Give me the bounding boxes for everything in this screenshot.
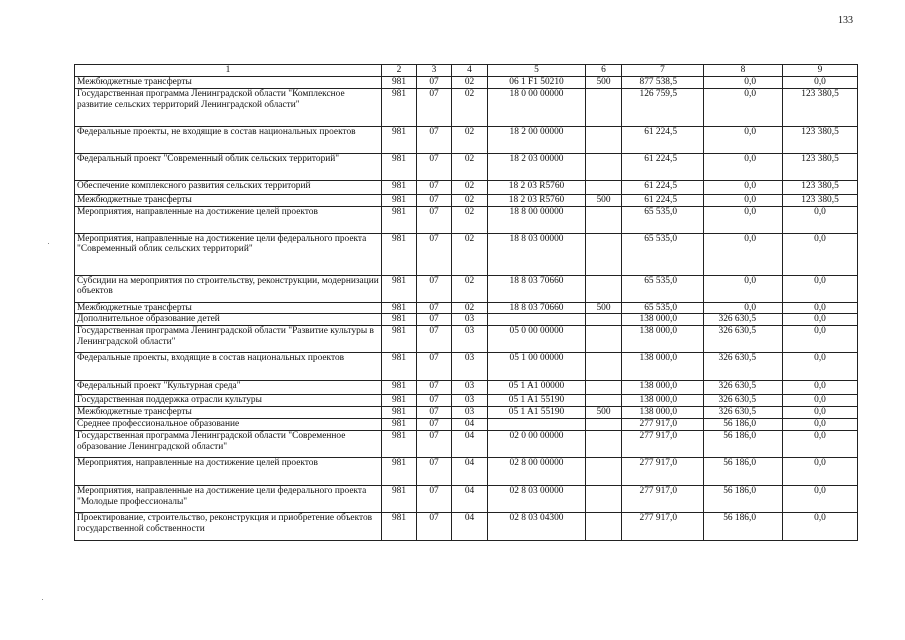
cell-amount: 0,0: [783, 485, 858, 512]
cell-subsection: 04: [452, 512, 488, 540]
row-label: Межбюджетные трансферты: [75, 77, 382, 89]
table-row: [75, 326, 858, 353]
cell-amount: 123 380,5: [783, 153, 858, 180]
cell-subsection: 04: [452, 430, 488, 457]
row-label: Дополнительное образование детей: [75, 314, 382, 326]
cell-amount: 0,0: [704, 302, 783, 314]
cell-target-article: 05 0 00 00000: [488, 326, 586, 353]
cell-amount: 65 535,0: [622, 206, 704, 233]
cell-expense-type: [586, 395, 622, 407]
cell-subsection: 02: [452, 206, 488, 233]
table-row: [75, 233, 858, 275]
cell-target-article: 05 1 A1 55190: [488, 395, 586, 407]
cell-expense-type: [586, 314, 622, 326]
cell-expense-type: [586, 457, 622, 485]
row-label: Межбюджетные трансферты: [75, 302, 382, 314]
row-label: Мероприятия, направленные на достижение цели федерального проекта "Современный облик сельских территорий": [75, 233, 382, 275]
cell-subsection: 04: [452, 457, 488, 485]
cell-amount: 138 000,0: [622, 314, 704, 326]
cell-amount: 138 000,0: [622, 353, 704, 381]
cell-amount: 0,0: [704, 180, 783, 194]
cell-section: 07: [417, 395, 452, 407]
cell-code: 981: [382, 485, 417, 512]
cell-target-article: 18 8 03 70660: [488, 275, 586, 302]
table-header-row: [75, 65, 858, 77]
cell-section: 07: [417, 180, 452, 194]
cell-amount: 0,0: [783, 418, 858, 430]
cell-section: 07: [417, 153, 452, 180]
cell-section: 07: [417, 233, 452, 275]
table-row: [75, 302, 858, 314]
cell-target-article: 02 8 03 04300: [488, 512, 586, 540]
cell-amount: 138 000,0: [622, 407, 704, 419]
cell-amount: 56 186,0: [704, 418, 783, 430]
cell-target-article: [488, 314, 586, 326]
cell-code: 981: [382, 326, 417, 353]
cell-amount: 0,0: [783, 512, 858, 540]
cell-target-article: 18 2 00 00000: [488, 126, 586, 153]
cell-expense-type: [586, 353, 622, 381]
cell-amount: 56 186,0: [704, 485, 783, 512]
row-label: Федеральный проект "Культурная среда": [75, 381, 382, 395]
column-header: 2: [382, 65, 417, 77]
row-label: Мероприятия, направленные на достижение целей проектов: [75, 457, 382, 485]
cell-target-article: 05 1 A1 00000: [488, 381, 586, 395]
cell-amount: 0,0: [783, 326, 858, 353]
cell-expense-type: [586, 153, 622, 180]
cell-amount: 123 380,5: [783, 194, 858, 206]
cell-code: 981: [382, 395, 417, 407]
cell-amount: 0,0: [783, 353, 858, 381]
row-label: Проектирование, строительство, реконструкция и приобретение объектов государственной собственности: [75, 512, 382, 540]
cell-subsection: 03: [452, 353, 488, 381]
cell-section: 07: [417, 206, 452, 233]
cell-section: 07: [417, 126, 452, 153]
cell-subsection: 03: [452, 407, 488, 419]
cell-amount: 326 630,5: [704, 314, 783, 326]
table-row: [75, 381, 858, 395]
cell-subsection: 02: [452, 126, 488, 153]
cell-amount: 277 917,0: [622, 512, 704, 540]
cell-code: 981: [382, 126, 417, 153]
row-label: Мероприятия, направленные на достижение цели федерального проекта "Молодые профессионалы": [75, 485, 382, 512]
cell-expense-type: [586, 485, 622, 512]
row-label: Государственная программа Ленинградской области "Современное образование Ленинградской области": [75, 430, 382, 457]
cell-amount: 0,0: [704, 77, 783, 89]
cell-amount: 0,0: [704, 194, 783, 206]
cell-code: 981: [382, 302, 417, 314]
cell-amount: 277 917,0: [622, 457, 704, 485]
cell-target-article: 05 1 A1 55190: [488, 407, 586, 419]
cell-expense-type: [586, 512, 622, 540]
row-label: Мероприятия, направленные на достижение целей проектов: [75, 206, 382, 233]
cell-subsection: 04: [452, 485, 488, 512]
cell-amount: 277 917,0: [622, 418, 704, 430]
cell-amount: 61 224,5: [622, 180, 704, 194]
cell-code: 981: [382, 77, 417, 89]
cell-amount: 0,0: [783, 430, 858, 457]
cell-code: 981: [382, 457, 417, 485]
column-header: 9: [783, 65, 858, 77]
cell-amount: 138 000,0: [622, 381, 704, 395]
cell-amount: 138 000,0: [622, 326, 704, 353]
cell-subsection: 02: [452, 302, 488, 314]
cell-section: 07: [417, 314, 452, 326]
cell-code: 981: [382, 512, 417, 540]
cell-amount: 326 630,5: [704, 395, 783, 407]
cell-amount: 0,0: [704, 126, 783, 153]
cell-amount: 277 917,0: [622, 485, 704, 512]
table-row: [75, 512, 858, 540]
row-label: Обеспечение комплексного развития сельских территорий: [75, 180, 382, 194]
table-row: [75, 430, 858, 457]
cell-expense-type: 500: [586, 77, 622, 89]
cell-amount: 0,0: [783, 275, 858, 302]
cell-amount: 0,0: [783, 77, 858, 89]
cell-code: 981: [382, 206, 417, 233]
row-label: Федеральные проекты, не входящие в состав национальных проектов: [75, 126, 382, 153]
cell-amount: 61 224,5: [622, 153, 704, 180]
cell-amount: 0,0: [783, 302, 858, 314]
cell-subsection: 03: [452, 395, 488, 407]
column-header: 5: [488, 65, 586, 77]
cell-subsection: 04: [452, 418, 488, 430]
cell-code: 981: [382, 275, 417, 302]
cell-amount: 0,0: [704, 275, 783, 302]
cell-amount: 877 538,5: [622, 77, 704, 89]
table-row: [75, 353, 858, 381]
row-label: Государственная поддержка отрасли культуры: [75, 395, 382, 407]
table-row: [75, 407, 858, 419]
table-row: [75, 418, 858, 430]
cell-expense-type: [586, 430, 622, 457]
cell-expense-type: [586, 88, 622, 126]
cell-target-article: 18 8 03 00000: [488, 233, 586, 275]
cell-target-article: 18 8 00 00000: [488, 206, 586, 233]
cell-target-article: 18 2 03 00000: [488, 153, 586, 180]
cell-amount: 0,0: [704, 88, 783, 126]
cell-subsection: 02: [452, 275, 488, 302]
cell-subsection: 02: [452, 88, 488, 126]
cell-section: 07: [417, 77, 452, 89]
cell-amount: 0,0: [783, 233, 858, 275]
cell-amount: 0,0: [783, 395, 858, 407]
table-row: [75, 88, 858, 126]
cell-subsection: 03: [452, 381, 488, 395]
cell-target-article: 06 1 F1 50210: [488, 77, 586, 89]
cell-amount: 0,0: [704, 233, 783, 275]
cell-section: 07: [417, 381, 452, 395]
cell-section: 07: [417, 512, 452, 540]
cell-amount: 65 535,0: [622, 233, 704, 275]
cell-section: 07: [417, 485, 452, 512]
cell-amount: 326 630,5: [704, 381, 783, 395]
cell-section: 07: [417, 418, 452, 430]
column-header: 8: [704, 65, 783, 77]
cell-section: 07: [417, 194, 452, 206]
cell-amount: 56 186,0: [704, 430, 783, 457]
row-label: Межбюджетные трансферты: [75, 407, 382, 419]
column-header: 7: [622, 65, 704, 77]
budget-table: [74, 64, 858, 541]
cell-expense-type: [586, 233, 622, 275]
cell-amount: 0,0: [704, 153, 783, 180]
cell-amount: 0,0: [783, 206, 858, 233]
cell-amount: 65 535,0: [622, 275, 704, 302]
cell-target-article: [488, 418, 586, 430]
cell-section: 07: [417, 302, 452, 314]
cell-expense-type: [586, 180, 622, 194]
row-label: Межбюджетные трансферты: [75, 194, 382, 206]
column-header: 6: [586, 65, 622, 77]
table-row: [75, 153, 858, 180]
cell-subsection: 02: [452, 194, 488, 206]
cell-expense-type: 500: [586, 194, 622, 206]
cell-amount: 65 535,0: [622, 302, 704, 314]
cell-target-article: 18 2 03 R5760: [488, 194, 586, 206]
column-header: 4: [452, 65, 488, 77]
cell-code: 981: [382, 381, 417, 395]
table-row: [75, 395, 858, 407]
cell-target-article: 02 8 00 00000: [488, 457, 586, 485]
cell-expense-type: 500: [586, 302, 622, 314]
cell-subsection: 03: [452, 314, 488, 326]
cell-amount: 0,0: [783, 457, 858, 485]
cell-amount: 138 000,0: [622, 395, 704, 407]
cell-code: 981: [382, 88, 417, 126]
table-row: [75, 194, 858, 206]
cell-section: 07: [417, 353, 452, 381]
cell-code: 981: [382, 314, 417, 326]
table-row: [75, 126, 858, 153]
cell-section: 07: [417, 407, 452, 419]
cell-expense-type: 500: [586, 407, 622, 419]
cell-code: 981: [382, 153, 417, 180]
cell-code: 981: [382, 430, 417, 457]
cell-target-article: 02 8 03 00000: [488, 485, 586, 512]
page-number: 133: [838, 15, 853, 26]
cell-section: 07: [417, 88, 452, 126]
cell-code: 981: [382, 407, 417, 419]
row-label: Государственная программа Ленинградской области "Комплексное развитие сельских территорий Ленинградской области": [75, 88, 382, 126]
table-row: [75, 457, 858, 485]
cell-target-article: 18 0 00 00000: [488, 88, 586, 126]
cell-amount: 326 630,5: [704, 326, 783, 353]
cell-subsection: 03: [452, 326, 488, 353]
cell-expense-type: [586, 326, 622, 353]
table-row: [75, 180, 858, 194]
cell-expense-type: [586, 206, 622, 233]
cell-subsection: 02: [452, 77, 488, 89]
cell-expense-type: [586, 381, 622, 395]
cell-section: 07: [417, 457, 452, 485]
cell-section: 07: [417, 430, 452, 457]
cell-subsection: 02: [452, 180, 488, 194]
cell-amount: 61 224,5: [622, 194, 704, 206]
column-header: 1: [75, 65, 382, 77]
cell-code: 981: [382, 180, 417, 194]
cell-amount: 0,0: [704, 206, 783, 233]
cell-code: 981: [382, 194, 417, 206]
cell-code: 981: [382, 353, 417, 381]
cell-target-article: 18 8 03 70660: [488, 302, 586, 314]
cell-subsection: 02: [452, 233, 488, 275]
row-label: Субсидии на мероприятия по строительству, реконструкции, модернизации объектов: [75, 275, 382, 302]
cell-amount: 123 380,5: [783, 126, 858, 153]
cell-section: 07: [417, 275, 452, 302]
row-label: Среднее профессиональное образование: [75, 418, 382, 430]
table-row: [75, 485, 858, 512]
cell-expense-type: [586, 275, 622, 302]
cell-amount: 0,0: [783, 407, 858, 419]
cell-subsection: 02: [452, 153, 488, 180]
cell-amount: 277 917,0: [622, 430, 704, 457]
row-label: Федеральный проект "Современный облик сельских территорий": [75, 153, 382, 180]
cell-target-article: 05 1 00 00000: [488, 353, 586, 381]
table-row: [75, 77, 858, 89]
scan-speck: [48, 243, 49, 244]
cell-target-article: 02 0 00 00000: [488, 430, 586, 457]
row-label: Федеральные проекты, входящие в состав национальных проектов: [75, 353, 382, 381]
cell-amount: 123 380,5: [783, 88, 858, 126]
cell-amount: 61 224,5: [622, 126, 704, 153]
cell-amount: 0,0: [783, 314, 858, 326]
table-row: [75, 206, 858, 233]
cell-expense-type: [586, 126, 622, 153]
row-label: Государственная программа Ленинградской области "Развитие культуры в Ленинградской области": [75, 326, 382, 353]
cell-amount: 0,0: [783, 381, 858, 395]
cell-amount: 126 759,5: [622, 88, 704, 126]
table-row: [75, 314, 858, 326]
scan-speck: [42, 599, 43, 600]
cell-code: 981: [382, 418, 417, 430]
cell-section: 07: [417, 326, 452, 353]
cell-amount: 326 630,5: [704, 407, 783, 419]
cell-amount: 56 186,0: [704, 512, 783, 540]
cell-amount: 326 630,5: [704, 353, 783, 381]
cell-target-article: 18 2 03 R5760: [488, 180, 586, 194]
cell-expense-type: [586, 418, 622, 430]
cell-code: 981: [382, 233, 417, 275]
cell-amount: 123 380,5: [783, 180, 858, 194]
column-header: 3: [417, 65, 452, 77]
cell-amount: 56 186,0: [704, 457, 783, 485]
table-row: [75, 275, 858, 302]
